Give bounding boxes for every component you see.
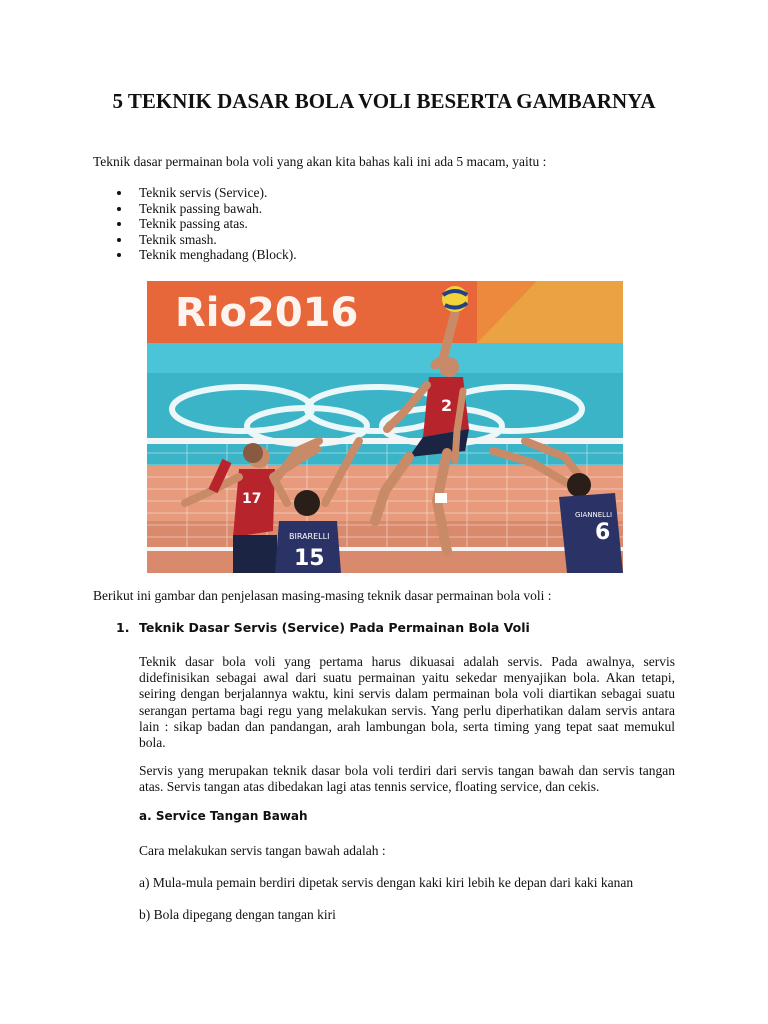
section-number: 1. [116,620,130,635]
list-item: Teknik passing atas. [93,216,297,232]
list-item: Teknik servis (Service). [93,185,297,201]
steps-intro: Cara melakukan servis tangan bawah adalah : [139,843,386,858]
jersey-number-17: 17 [242,491,262,507]
volleyball-photo [147,281,623,573]
list-item: Teknik menghadang (Block). [93,247,297,263]
subheading-service-tangan-bawah: a. Service Tangan Bawah [139,809,308,823]
techniques-list [93,185,297,263]
rio-banner-text: Rio2016 [175,290,359,336]
intro-text: Teknik dasar permainan bola voli yang akan kita bahas kali ini ada 5 macam, yaitu : [93,154,547,169]
servis-paragraph-2: Servis yang merupakan teknik dasar bola voli terdiri dari servis tangan bawah dan servis tangan atas. Servis tangan atas dibedakan lagi atas tennis service, floating service, dan cekis. [139,763,675,795]
jersey-name-giannelli: GIANNELLI [575,511,613,519]
section-title: Teknik Dasar Servis (Service) Pada Permainan Bola Voli [139,620,530,635]
section-heading [116,620,530,635]
step-b: b) Bola dipegang dengan tangan kiri [139,907,336,922]
list-item: Teknik smash. [93,232,297,248]
after-photo-text: Berikut ini gambar dan penjelasan masing-masing teknik dasar permainan bola voli : [93,588,552,603]
jersey-number-2: 2 [441,396,453,415]
list-item: Teknik passing bawah. [93,201,297,217]
servis-paragraph-1: Teknik dasar bola voli yang pertama harus dikuasai adalah servis. Pada awalnya, servis didefinisikan sebagai awal dari suatu permainan yaitu sekedar menyajikan bola. Akan tetapi, seiring dengan berjalannya waktu, kini servis dalam permainan bola voli diartikan sebagai suatu serangan pertama bagi regu yang melakukan servis. Yang perlu diperhatikan dalam servis antara lain : sikap badan dan pandangan, arah lambungan bola, serta timing yang tepat saat memukul bola. [139,654,675,751]
volleyball-ball [442,286,468,312]
document-title: 5 TEKNIK DASAR BOLA VOLI BESERTA GAMBARNYA [112,89,656,113]
step-a: a) Mula-mula pemain berdiri dipetak servis dengan kaki kiri lebih ke depan dari kaki kanan [139,875,634,890]
jersey-number-6: 6 [595,520,611,545]
jersey-name-birarelli: BIRARELLI [289,532,330,541]
jersey-number-15: 15 [294,546,325,571]
